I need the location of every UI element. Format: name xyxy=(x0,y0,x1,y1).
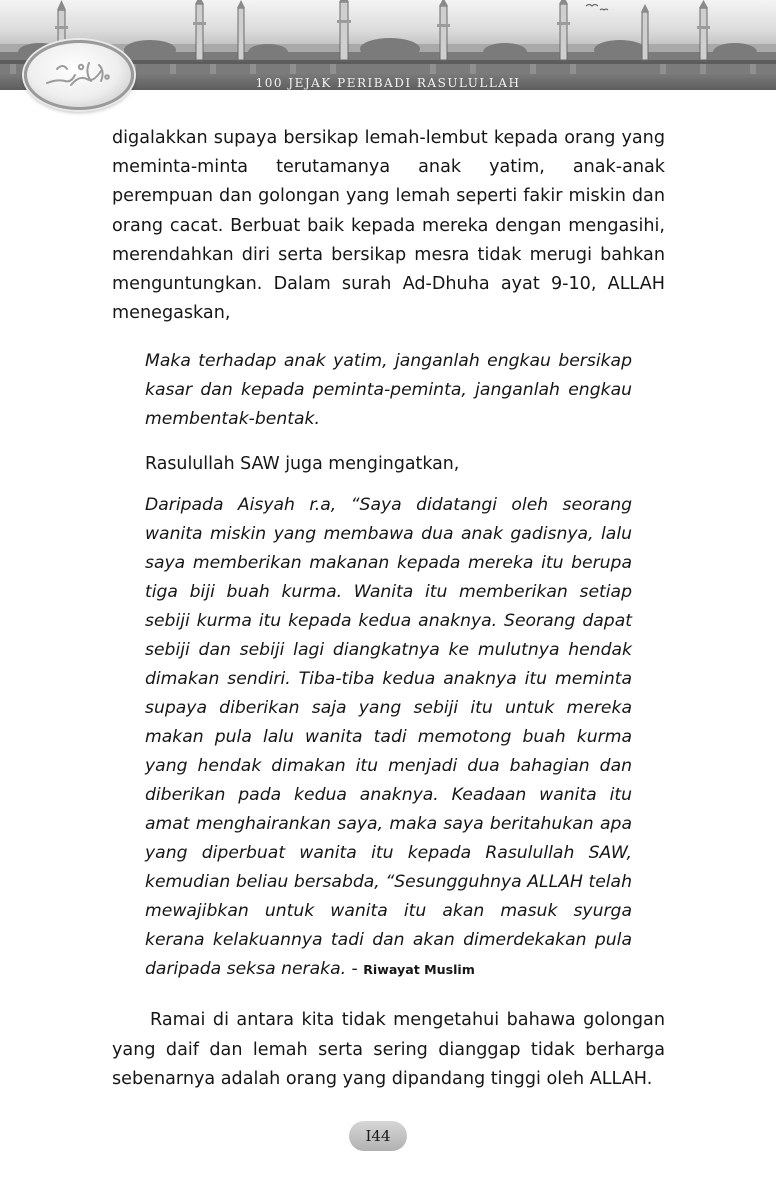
quran-quote: Maka terhadap anak yatim, janganlah engkau bersikap kasar dan kepada peminta-peminta, janganlah engkau membentak-bentak. xyxy=(145,351,632,430)
calligraphy-emblem-icon xyxy=(24,40,134,110)
body-paragraph: digalakkan supaya bersikap lemah-lembut kepada orang yang meminta-minta terutamanya anak yatim, anak-anak perempuan dan golongan yang lemah seperti fakir miskin dan orang cacat. Berbuat baik kepada mereka dengan mengasihi, merendahkan diri serta bersikap mesra tidak merugi bahkan menguntungkan. Dalam surah Ad-Dhuha ayat 9-10, ALLAH menegaskan, xyxy=(112,128,665,324)
hadith-source: Riwayat Muslim xyxy=(363,962,475,978)
hadith-quote xyxy=(145,491,632,984)
closing-paragraph: Ramai di antara kita tidak mengetahui bahawa golongan yang daif dan lemah serta sering dianggap tidak berharga sebenarnya adalah orang yang dipandang tinggi oleh ALLAH. xyxy=(112,1010,665,1089)
page-number: I44 xyxy=(349,1121,407,1151)
page-content xyxy=(112,124,665,1094)
quote-intro: Rasulullah SAW juga mengingatkan, xyxy=(145,454,460,475)
source-dash: - xyxy=(346,959,364,980)
hadith-text: Daripada Aisyah r.a, “Saya didatangi oleh seorang wanita miskin yang membawa dua anak gadisnya, lalu saya memberikan makanan kepada mereka itu berupa tiga biji buah kurma. Wanita itu memberikan setiap sebiji kurma itu kepada kedua anaknya. Seorang dapat sebiji dan sebiji lagi diangkatnya ke mulutnya hendak dimakan sendiri. Tiba-tiba kedua anaknya itu meminta supaya diberikan saja yang sebiji itu untuk mereka makan pula lalu wanita tadi memotong buah kurma yang hendak dimakan itu menjadi dua bahagian dan diberikan pada kedua anaknya. Keadaan wanita itu amat menghairankan saya, maka saya beritahukan apa yang diperbuat wanita itu kepada Rasulullah SAW, kemudian beliau bersabda, “Sesungguhnya ALLAH telah mewajibkan untuk wanita itu akan masuk syurga kerana kelakuannya tadi dan akan dimerdekakan pula daripada seksa neraka. xyxy=(145,495,632,980)
quote-block xyxy=(145,347,632,984)
running-title: 100 JEJAK PERIBADI RASULULLAH xyxy=(255,76,521,90)
